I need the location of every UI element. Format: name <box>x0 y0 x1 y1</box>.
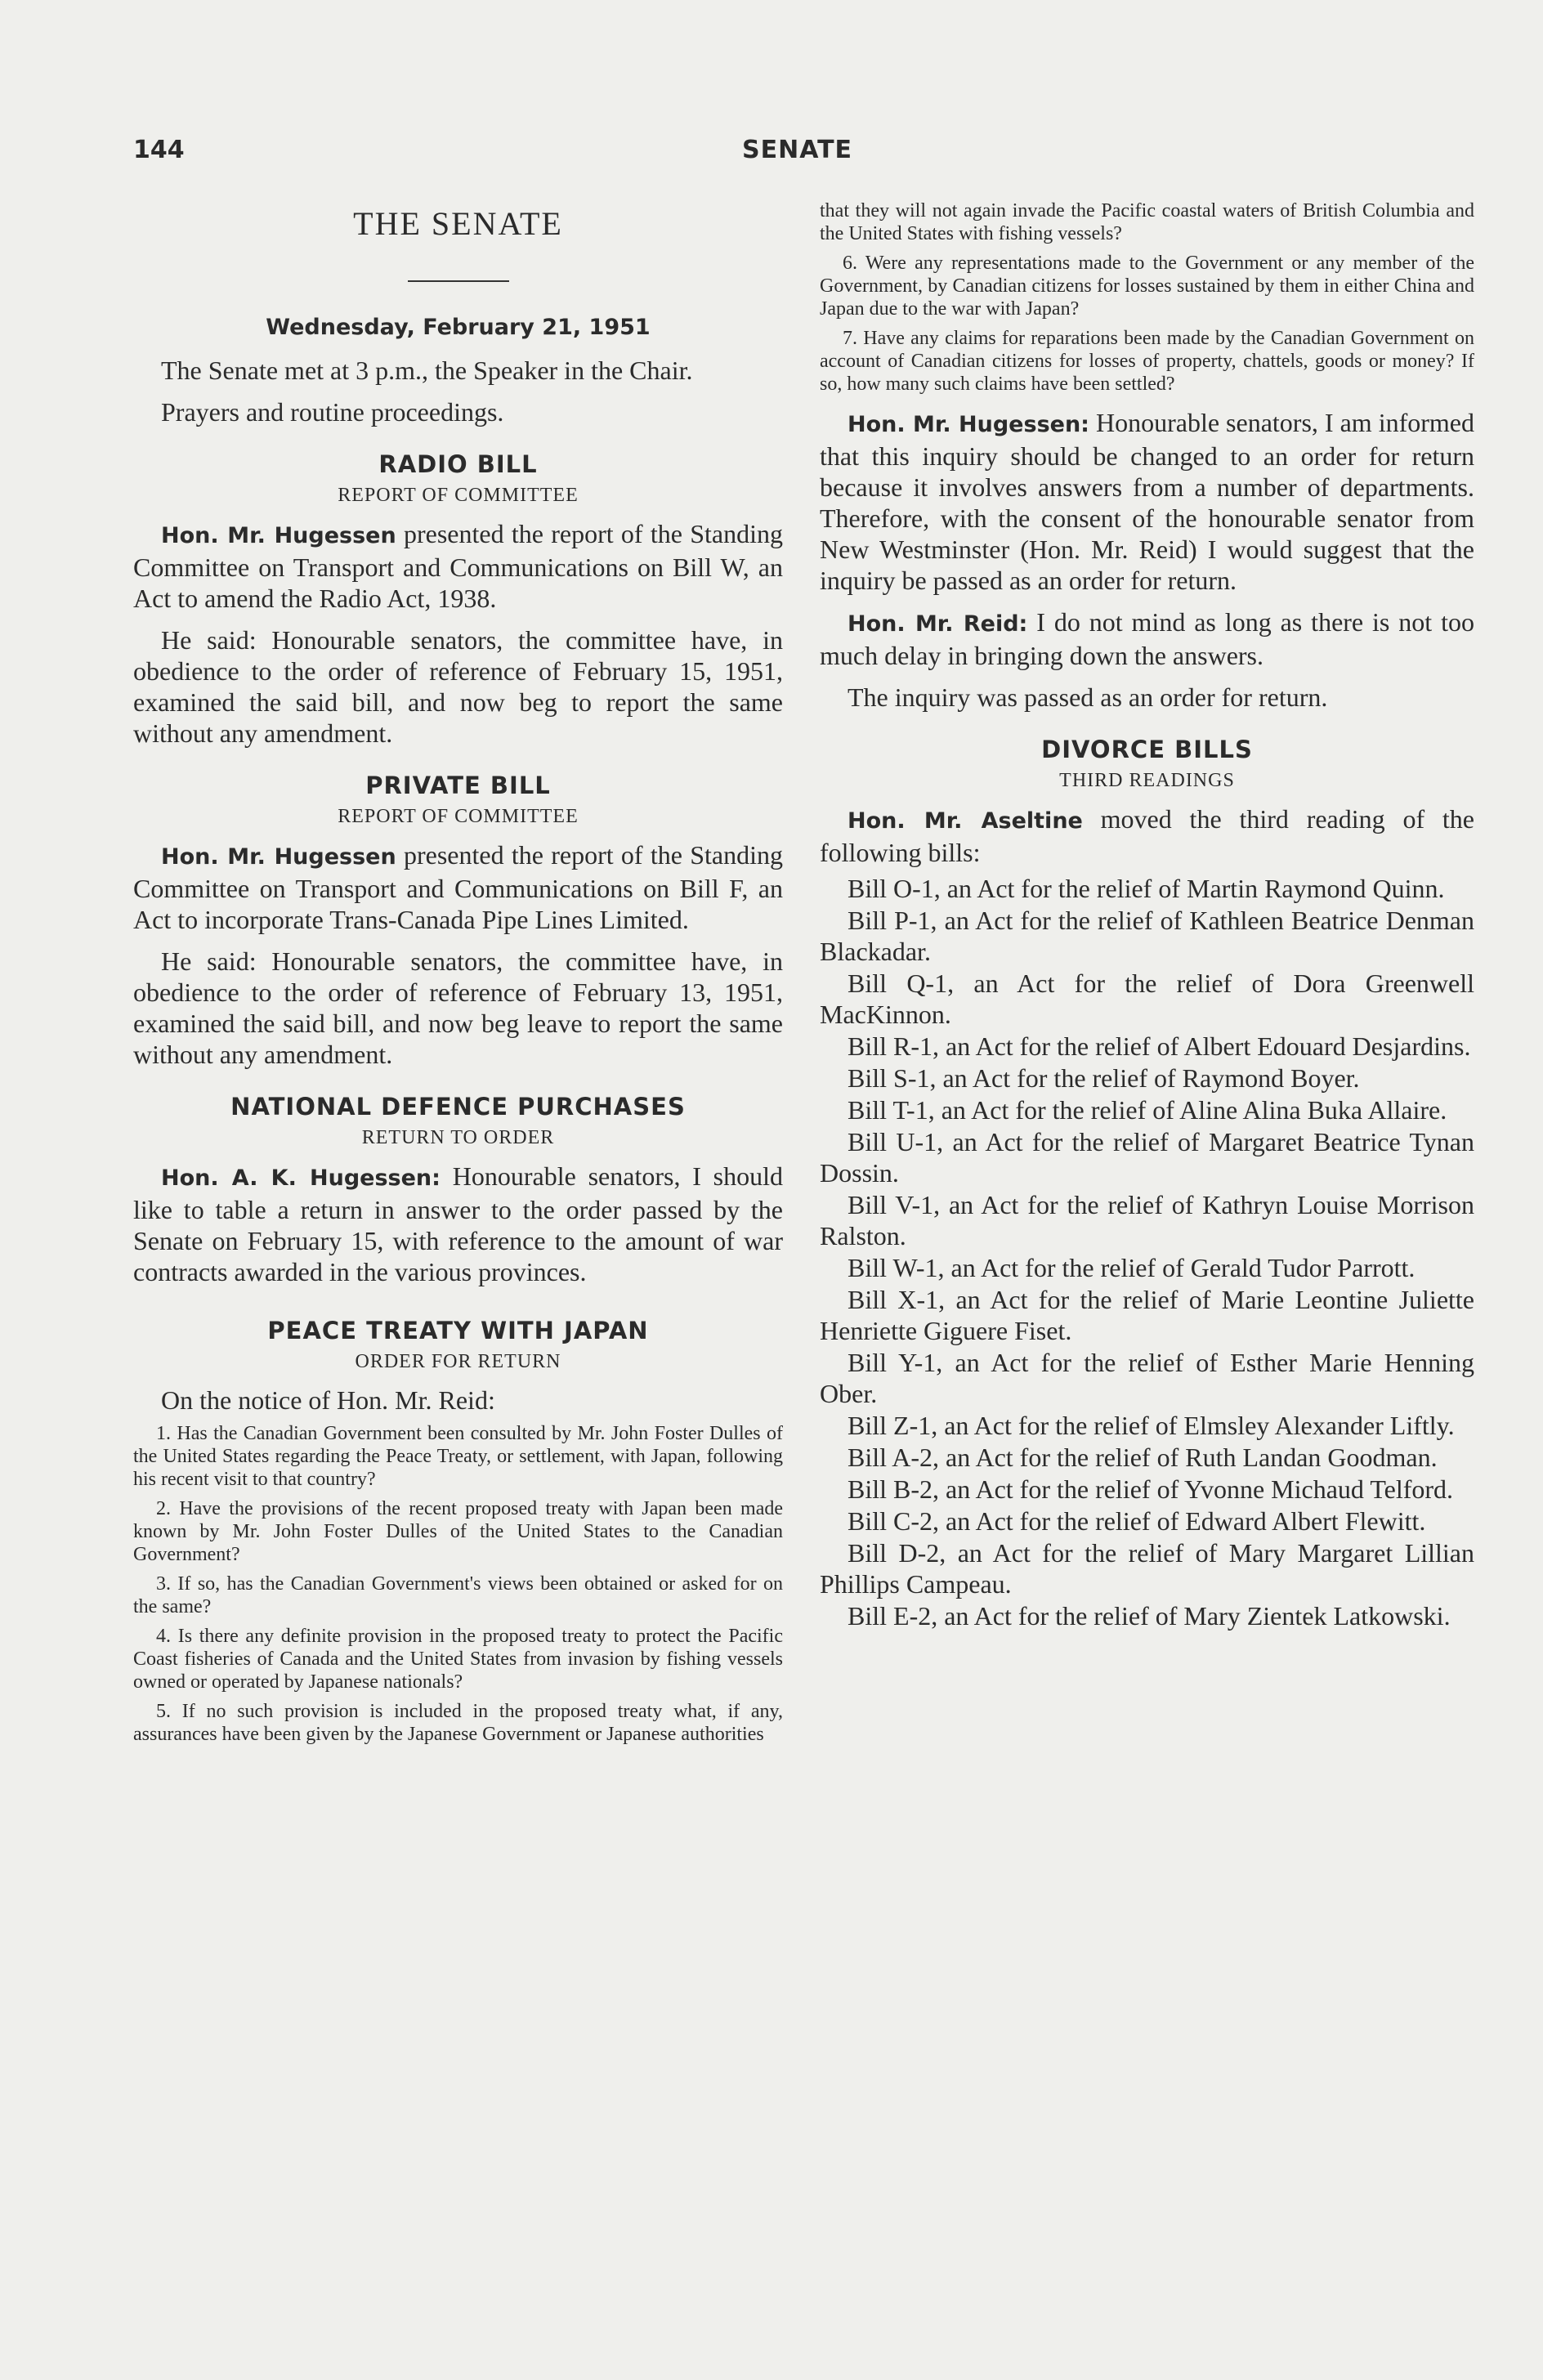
speaker-name: Hon. Mr. Hugessen: <box>848 412 1089 437</box>
question-item: 3. If so, has the Canadian Government's views been obtained or asked for on the same? <box>133 1573 783 1617</box>
divorce-heading: DIVORCE BILLS <box>1041 736 1253 763</box>
bill-item: Bill X-1, an Act for the relief of Marie Leontine Juliette Henriette Giguere Fiset. <box>820 1285 1474 1345</box>
private-bill-subheading: REPORT OF COMMITTEE <box>338 806 579 827</box>
bill-item: Bill U-1, an Act for the relief of Margaret Beatrice Tynan Dossin. <box>820 1127 1474 1188</box>
bill-item: Bill P-1, an Act for the relief of Kathleen Beatrice Denman Blackadar. <box>820 906 1474 966</box>
prayers-paragraph: Prayers and routine proceedings. <box>161 397 504 427</box>
question-item: 6. Were any representations made to the Government or any member of the Government, by Canadian citizens for losses sustained by them in either China and Japan due to the war with Japan? <box>820 253 1474 320</box>
page-number: 144 <box>133 136 185 164</box>
paragraph-text: I do not mind as long as there is not too much delay in bringing down the answers. <box>820 607 1474 670</box>
bill-item: Bill B-2, an Act for the relief of Yvonne Michaud Telford. <box>848 1474 1454 1504</box>
speaker-name: Hon. Mr. Hugessen <box>161 844 396 870</box>
opening-paragraph: The Senate met at 3 p.m., the Speaker in the Chair. <box>161 356 693 385</box>
speaker-name: Hon. Mr. Reid: <box>848 611 1028 637</box>
bill-item: Bill O-1, an Act for the relief of Martin Raymond Quinn. <box>848 874 1445 903</box>
senate-title: THE SENATE <box>353 205 563 242</box>
paragraph-text: presented the report of the Standing Committee on Transport and Communications on Bill W, an Act to amend the Radio Act, 1938. <box>133 519 783 613</box>
speaker-name: Hon. Mr. Aseltine <box>848 808 1083 834</box>
paragraph-text: Honourable senators, I should like to table a return in answer to the order passed by the Senate on February 15, with reference to the amount of war contracts awarded in the various provinces. <box>133 1161 784 1286</box>
bill-item: Bill D-2, an Act for the relief of Mary Margaret Lillian Phillips Campeau. <box>820 1538 1474 1599</box>
defence-heading: NATIONAL DEFENCE PURCHASES <box>230 1093 686 1121</box>
bill-item: Bill C-2, an Act for the relief of Edward Albert Flewitt. <box>848 1506 1426 1536</box>
radio-bill-statement: He said: Honourable senators, the committee have, in obedience to the order of reference of February 15, 1951, examined the said bill, and now beg to report the same without any amendment. <box>133 625 783 748</box>
reid-reply <box>820 606 1474 671</box>
question-item: 2. Have the provisions of the recent proposed treaty with Japan been made known by Mr. John Foster Dulles of the United States to the Canadian Government? <box>133 1498 783 1565</box>
japan-subheading: ORDER FOR RETURN <box>355 1351 561 1372</box>
bill-item: Bill W-1, an Act for the relief of Gerald Tudor Parrott. <box>848 1253 1416 1282</box>
radio-bill-subheading: REPORT OF COMMITTEE <box>338 485 579 506</box>
inquiry-passed: The inquiry was passed as an order for return. <box>848 682 1328 712</box>
right-column <box>820 199 1474 1632</box>
bill-item: Bill V-1, an Act for the relief of Kathryn Louise Morrison Ralston. <box>820 1190 1474 1250</box>
paragraph-text: Honourable senators, I am informed that this inquiry should be changed to an order for return because it involves answers from a number of departments. Therefore, with the consent of the honourable senator from New Westminster (Hon. Mr. Reid) I would suggest that the inquiry be passed as an order for return. <box>820 408 1474 595</box>
sitting-date: Wednesday, February 21, 1951 <box>266 315 651 340</box>
speaker-name: Hon. A. K. Hugessen: <box>161 1165 441 1191</box>
japan-heading: PEACE TREATY WITH JAPAN <box>267 1317 649 1344</box>
bill-item: Bill T-1, an Act for the relief of Aline Alina Buka Allaire. <box>848 1095 1447 1125</box>
running-head: SENATE <box>742 136 853 164</box>
question-item: 4. Is there any definite provision in the proposed treaty to protect the Pacific Coast fisheries of Canada and the United States from invasion by fishing vessels owned or operated by Japanese nationals? <box>133 1626 783 1693</box>
radio-bill-heading: RADIO BILL <box>378 450 538 478</box>
paragraph-text: presented the report of the Standing Committee on Transport and Communications on Bill F, an Act to incorporate Trans-Canada Pipe Lines Limited. <box>133 840 783 934</box>
private-bill-statement: He said: Honourable senators, the committee have, in obedience to the order of reference of February 13, 1951, examined the said bill, and now beg leave to report the same without any amendment. <box>133 946 783 1069</box>
radio-bill-report-paragraph <box>133 518 783 614</box>
japan-intro: On the notice of Hon. Mr. Reid: <box>161 1385 495 1415</box>
private-bill-heading: PRIVATE BILL <box>365 772 551 799</box>
private-bill-report-paragraph <box>133 839 783 935</box>
bill-item: Bill Z-1, an Act for the relief of Elmsley Alexander Liftly. <box>848 1411 1455 1440</box>
defence-subheading: RETURN TO ORDER <box>361 1127 555 1148</box>
question-item: 5. If no such provision is included in the proposed treaty what, if any, assurances have been given by the Japanese Government or Japanese authorities <box>133 1701 783 1745</box>
paragraph-text: moved the third reading of the following bills: <box>820 804 1475 867</box>
bill-item: Bill A-2, an Act for the relief of Ruth Landan Goodman. <box>848 1443 1438 1472</box>
bill-item: Bill Q-1, an Act for the relief of Dora Greenwell MacKinnon. <box>820 969 1474 1029</box>
question-item: 7. Have any claims for reparations been made by the Canadian Government on account of Canadian citizens for losses of property, chattels, goods or money? If so, how many such claims have been settled? <box>820 328 1474 395</box>
left-column <box>133 199 783 1752</box>
defence-paragraph <box>133 1161 783 1287</box>
question-item: 1. Has the Canadian Government been consulted by Mr. John Foster Dulles of the United States regarding the Peace Treaty, or settlement, with Japan, following his recent visit to that country? <box>133 1423 783 1490</box>
divorce-subheading: THIRD READINGS <box>1059 770 1235 791</box>
bill-item: Bill E-2, an Act for the relief of Mary Zientek Latkowski. <box>848 1601 1451 1631</box>
speaker-name: Hon. Mr. Hugessen <box>161 523 396 548</box>
divorce-motion <box>820 803 1474 868</box>
hugessen-reply <box>820 407 1474 596</box>
bill-item: Bill R-1, an Act for the relief of Albert Edouard Desjardins. <box>848 1031 1471 1061</box>
bill-item: Bill S-1, an Act for the relief of Raymond Boyer. <box>848 1063 1360 1093</box>
bill-list <box>820 873 1474 1631</box>
title-rule <box>408 280 509 282</box>
bill-item: Bill Y-1, an Act for the relief of Esther Marie Henning Ober. <box>820 1348 1474 1408</box>
question-continuation: that they will not again invade the Pacific coastal waters of British Columbia and the United States with fishing vessels? <box>820 200 1474 244</box>
